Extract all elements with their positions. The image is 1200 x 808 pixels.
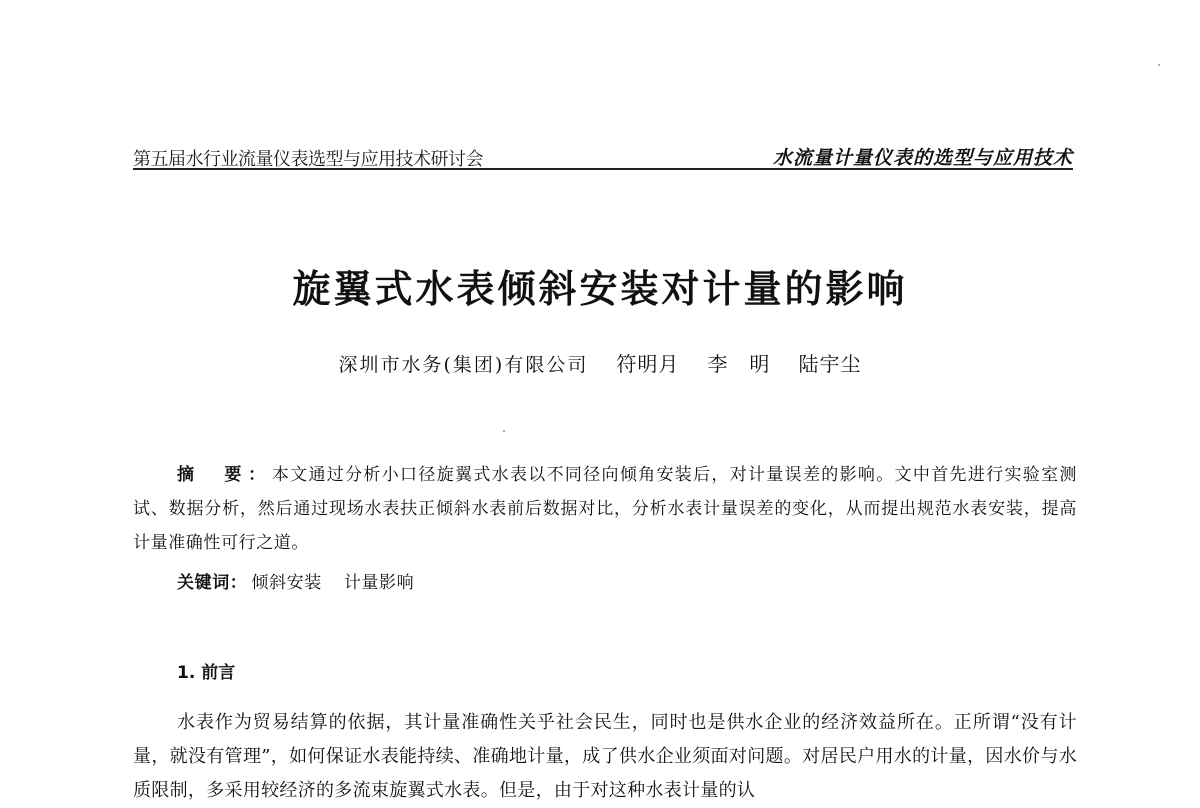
header-book-title: 水流量计量仪表的选型与应用技术 xyxy=(772,147,1073,169)
running-header xyxy=(133,143,1073,171)
keyword: 计量影响 xyxy=(343,573,415,593)
scan-speck xyxy=(1158,64,1160,66)
keywords xyxy=(177,568,414,593)
abstract xyxy=(133,458,1077,560)
abstract-label: 摘 要： xyxy=(177,465,272,485)
abstract-text: 本文通过分析小口径旋翼式水表以不同径向倾角安装后，对计量误差的影响。文中首先进行实验室测试、数据分析，然后通过现场水表扶正倾斜水表前后数据对比，分析水表计量误差的变化，从而提出规范水表安装，提高计量准确性可行之道。 xyxy=(133,465,1077,553)
scan-speck xyxy=(503,430,505,432)
author-name: 符明月 xyxy=(616,352,680,376)
body-paragraph: 水表作为贸易结算的依据，其计量准确性关乎社会民生，同时也是供水企业的经济效益所在。正所谓“没有计量，就没有管理”，如何保证水表能持续、准确地计量，成了供水企业须面对问题。对居民户用水的计量，因水价与水质限制，多采用较经济的多流束旋翼式水表。但是，由于对这种水表计量的认 xyxy=(133,712,1077,801)
affiliation: 深圳市水务(集团)有限公司 xyxy=(338,354,589,376)
section-heading: 1. 前言 xyxy=(177,663,236,683)
keyword: 倾斜安装 xyxy=(251,573,322,593)
author-name: 陆宇尘 xyxy=(798,352,862,376)
author-name: 李 明 xyxy=(707,352,771,376)
byline xyxy=(0,348,1200,377)
header-rule xyxy=(133,168,1073,170)
author-list xyxy=(594,354,861,376)
header-conference-name: 第五届水行业流量仪表选型与应用技术研讨会 xyxy=(133,149,483,170)
keywords-label: 关键词： xyxy=(177,573,248,593)
paper-title: 旋翼式水表倾斜安装对计量的影响 xyxy=(292,267,908,311)
